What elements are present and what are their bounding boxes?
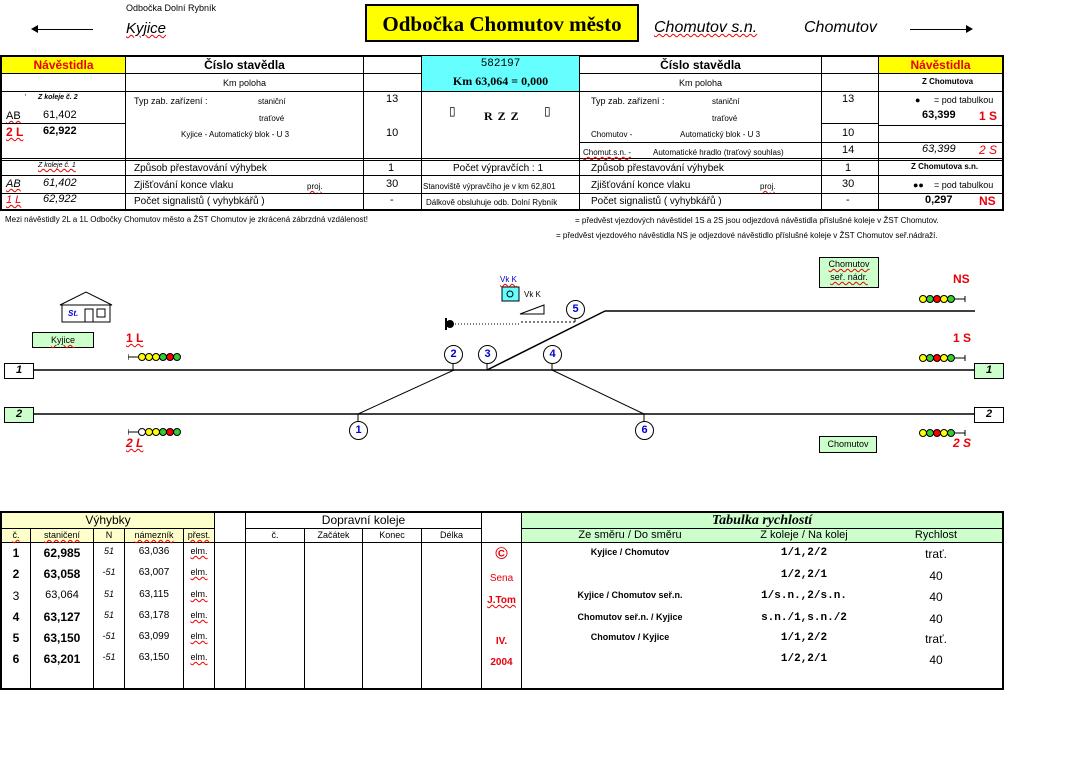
signal-2l-label: 2 L bbox=[126, 436, 144, 450]
pocet-right: Počet signalistů ( vyhybkářů ) bbox=[591, 196, 722, 207]
rychlosti-title: Tabulka rychlostí bbox=[522, 513, 1002, 528]
vyhybka-n: -51 bbox=[102, 631, 116, 641]
km-ns: 0,297 bbox=[925, 194, 953, 206]
copyright-icon: © bbox=[495, 544, 508, 563]
vyhybka-staniceni: 63,150 bbox=[43, 631, 81, 645]
sig-1s-label: 1 S bbox=[979, 109, 998, 123]
track-2-label-right: 2 bbox=[974, 407, 1004, 423]
rychlost-smer: Kyjice / Chomutov bbox=[590, 547, 670, 557]
rychlost-smer: Chomutov / Kyjice bbox=[590, 632, 670, 642]
z-koleje-1: Z koleje č. 1 bbox=[38, 162, 76, 169]
vyhybka-staniceni: 63,201 bbox=[43, 652, 81, 666]
rzz: R Z Z bbox=[484, 109, 520, 123]
cislo-stavedla-left: Číslo stavědla bbox=[204, 58, 285, 72]
sig-1l-km: 62,922 bbox=[43, 193, 77, 205]
vyhybka-prestavovani: elm. bbox=[190, 546, 208, 556]
navestidla-right-header: Návěstidla bbox=[879, 57, 1002, 73]
typ-zab-right: Typ zab. zařízení : bbox=[591, 96, 665, 106]
note-left: Mezi návěstidly 2L a 1L Odbočky Chomutov město a ŽST Chomutov je zkrácená zábrzdná vzdálenost! bbox=[5, 215, 368, 224]
pocet-vypravcich: Počet výpravčích : 1 bbox=[453, 163, 544, 174]
header-right-station1: Chomutov s.n. bbox=[654, 19, 758, 36]
typ-zab-left: Typ zab. zařízení : bbox=[134, 96, 208, 106]
rychlost-hodnota: 40 bbox=[929, 569, 943, 583]
zpusob-right: Způsob přestavování výhybek bbox=[591, 163, 724, 174]
zpusob-right-val: 1 bbox=[845, 162, 852, 174]
proj-right: proj. bbox=[760, 182, 776, 191]
pocet-left: Počet signalistů ( vyhybkářů ) bbox=[134, 196, 265, 207]
switch-5-marker: 5 bbox=[566, 300, 585, 319]
pod-tabulkou-2: = pod tabulkou bbox=[934, 180, 994, 190]
km-value: Km 63,064 = 0,000 bbox=[452, 74, 549, 88]
note-right-2: = předvěst vjezdového návěstidla NS je odjezdové návěstidlo příslušné koleje v ŽST Chomutov seř.nádraží. bbox=[556, 231, 938, 240]
rychlost-hodnota: 40 bbox=[929, 612, 943, 626]
vyhybka-nameznik: 63,007 bbox=[138, 567, 170, 578]
zjistovani-left-val: 30 bbox=[386, 178, 399, 190]
dopravni-header-c: č. bbox=[271, 530, 279, 540]
vyhybky-header-km: staničení bbox=[43, 530, 81, 540]
kyjice-ab-val: 10 bbox=[386, 127, 399, 139]
signal-box-icon bbox=[502, 287, 519, 301]
dot-single-icon: ● bbox=[915, 95, 921, 105]
track-2-label-left: 2 bbox=[4, 407, 34, 423]
stanicni-left: staniční bbox=[258, 97, 286, 106]
signal-2l-icon bbox=[128, 424, 184, 442]
chomutov-ab: Automatický blok - U 3 bbox=[680, 130, 761, 139]
vyhybka-cislo: 1 bbox=[12, 546, 20, 560]
signal-ns-icon bbox=[918, 291, 974, 309]
navestidla-left-header: Návěstidla bbox=[2, 57, 125, 73]
rzz-bracket-left: ▯ bbox=[449, 104, 456, 118]
crossover-left bbox=[358, 370, 454, 414]
rychlosti-header-smer: Ze směru / Do směru bbox=[578, 529, 682, 541]
dalkove: Dálkově obsluhuje odb. Dolní Rybník bbox=[426, 198, 558, 207]
vyhybka-n: 51 bbox=[103, 589, 114, 599]
signal-1l-label: 1 L bbox=[126, 331, 144, 345]
tratove-left: traťové bbox=[259, 114, 285, 123]
switch-6-marker: 6 bbox=[635, 421, 654, 440]
chomut-sn-label: Chomut.s.n. - bbox=[583, 148, 632, 157]
dopravni-header-zacatek: Začátek bbox=[317, 530, 350, 540]
rychlost-hodnota: trať. bbox=[925, 632, 947, 646]
vyhybka-prestavovani: elm. bbox=[190, 652, 208, 662]
vyhybka-prestavovani: elm. bbox=[190, 589, 208, 599]
km-poloha-right: Km poloha bbox=[678, 78, 723, 88]
sig-ab1-km: 61,402 bbox=[43, 109, 77, 121]
z-chomutova: Z Chomutova bbox=[922, 77, 974, 86]
signal-2s-icon bbox=[918, 425, 974, 443]
chomut-sn-hradlo: Automatické hradlo (traťový souhlas) bbox=[653, 148, 784, 157]
vyhybka-cislo: 2 bbox=[12, 567, 20, 581]
km-poloha-left: Km poloha bbox=[222, 78, 267, 88]
track-1-label-right: 1 bbox=[974, 363, 1004, 379]
stanicni-right-val: 13 bbox=[842, 93, 855, 105]
switch-1-marker: 1 bbox=[349, 421, 368, 440]
rychlosti-header-kolej: Z koleje / Na kolej bbox=[760, 529, 848, 541]
crossover-right bbox=[552, 370, 644, 414]
vyhybka-cislo: 4 bbox=[12, 610, 20, 624]
vyhybky-header-namez: námezník bbox=[134, 530, 174, 540]
vk-derailer-icon bbox=[520, 305, 544, 314]
header-left-sub: Odbočka Dolní Rybník bbox=[126, 3, 217, 13]
signal-ns-label: NS bbox=[953, 272, 970, 286]
dopravni-header-delka: Délka bbox=[439, 530, 463, 540]
page-title: Odbočka Chomutov město bbox=[365, 4, 639, 42]
rychlost-kolej: 1/1,2/2 bbox=[780, 547, 828, 559]
header-left-station: Kyjice bbox=[126, 20, 167, 37]
switch-2-marker: 2 bbox=[444, 345, 463, 364]
chomut-sn-val: 14 bbox=[842, 144, 855, 156]
rychlost-smer: Chomutov seř.n. / Kyjice bbox=[577, 612, 683, 622]
track-1-label-left: 1 bbox=[4, 363, 34, 379]
rychlost-kolej: 1/2,2/1 bbox=[780, 653, 828, 665]
z-koleje-2: Z koleje č. 2 bbox=[38, 94, 78, 101]
switch-3-marker: 3 bbox=[478, 345, 497, 364]
sig-2s-label: 2 S bbox=[979, 143, 998, 157]
copyright-month: IV. bbox=[495, 636, 508, 647]
z-chomutova-sn: Z Chomutova s.n. bbox=[911, 162, 979, 171]
vyhybka-cislo: 3 bbox=[12, 589, 20, 603]
vk-label-1: Vk K bbox=[500, 275, 517, 284]
zjistovani-left: Zjišťování konce vlaku bbox=[134, 180, 234, 191]
vyhybka-nameznik: 63,178 bbox=[138, 610, 170, 621]
stanoviste: Stanoviště výpravčího je v km 62,801 bbox=[423, 182, 556, 191]
station-building-icon bbox=[60, 292, 112, 305]
copyright-year: 2004 bbox=[490, 657, 513, 668]
chomutov-label: Chomutov bbox=[819, 436, 877, 453]
sig-2l: 2 L bbox=[6, 125, 24, 139]
vyhybka-staniceni: 62,985 bbox=[43, 546, 81, 560]
sig-ab2-km: 61,402 bbox=[43, 177, 77, 189]
vyhybky-header-n: N bbox=[105, 530, 113, 540]
tratove-right: traťové bbox=[712, 114, 738, 123]
sig-1l: 1 L bbox=[6, 194, 22, 206]
header-right-station2: Chomutov bbox=[804, 19, 877, 36]
copyright-name: Sena bbox=[489, 573, 514, 584]
rychlost-hodnota: trať. bbox=[925, 547, 947, 561]
chomutov-ab-label: Chomutov - bbox=[591, 130, 633, 139]
sig-2l-km: 62,922 bbox=[43, 125, 77, 137]
rychlost-hodnota: 40 bbox=[929, 590, 943, 604]
vyhybka-cislo: 6 bbox=[12, 652, 20, 666]
vyhybka-staniceni: 63,058 bbox=[43, 567, 81, 581]
switch-4-marker: 4 bbox=[543, 345, 562, 364]
rychlost-kolej: 1/2,2/1 bbox=[780, 569, 828, 581]
rzz-bracket-right: ▯ bbox=[544, 104, 551, 118]
vyhybka-n: 51 bbox=[103, 546, 114, 556]
vyhybka-n: 51 bbox=[103, 610, 114, 620]
rychlost-kolej: 1/s.n.,2/s.n. bbox=[761, 590, 847, 602]
stavedlo-code: 582197 bbox=[480, 58, 521, 70]
kyjice-ab: Kyjice - Automatický blok - U 3 bbox=[181, 130, 290, 139]
vyhybka-cislo: 5 bbox=[12, 631, 20, 645]
zjistovani-right-val: 30 bbox=[842, 178, 855, 190]
sig-ns-label: NS bbox=[979, 194, 996, 208]
vyhybka-staniceni: 63,127 bbox=[43, 610, 81, 624]
station-st-label: St. bbox=[68, 309, 79, 318]
zpusob-left-val: 1 bbox=[388, 162, 395, 174]
vyhybka-nameznik: 63,099 bbox=[138, 631, 170, 642]
rychlost-hodnota: 40 bbox=[929, 653, 943, 667]
proj-left: proj. bbox=[307, 182, 323, 191]
signal-1l-icon bbox=[128, 349, 184, 367]
vyhybka-n: -51 bbox=[102, 567, 116, 577]
rychlosti-header-rychlost: Rychlost bbox=[914, 529, 958, 541]
rychlost-kolej: 1/1,2/2 bbox=[780, 632, 828, 644]
km-2s: 63,399 bbox=[922, 143, 956, 155]
km-1s: 63,399 bbox=[922, 109, 956, 121]
pocet-left-val: - bbox=[390, 194, 394, 206]
vyhybka-prestavovani: elm. bbox=[190, 610, 208, 620]
signal-1s-label: 1 S bbox=[953, 331, 972, 345]
pocet-right-val: - bbox=[846, 194, 850, 206]
rychlost-smer: Kyjice / Chomutov seř.n. bbox=[577, 590, 683, 600]
vyhybky-title: Výhybky bbox=[2, 513, 214, 528]
dopravni-title: Dopravní koleje bbox=[321, 513, 406, 527]
stanicni-right: staniční bbox=[712, 97, 740, 106]
vyhybka-nameznik: 63,115 bbox=[139, 589, 169, 600]
kyjice-label: Kyjice bbox=[32, 332, 94, 348]
chomutov-sn-label: Chomutov seř. nádr. bbox=[819, 257, 879, 288]
zjistovani-right: Zjišťování konce vlaku bbox=[591, 180, 691, 191]
vyhybka-nameznik: 63,036 bbox=[138, 546, 170, 557]
signal-1s-icon bbox=[918, 350, 974, 368]
zpusob-left: Způsob přestavování výhybek bbox=[134, 163, 267, 174]
vk-label-2: Vk K bbox=[524, 290, 541, 299]
note-right-1: = předvěst vjezdových návěstidel 1S a 2S jsou odjezdová návěstidla příslušné koleje v ŽST Chomutov. bbox=[575, 216, 939, 225]
rychlost-kolej: s.n./1,s.n./2 bbox=[761, 612, 847, 624]
stanicni-left-val: 13 bbox=[386, 93, 399, 105]
stop-block-icon bbox=[446, 320, 454, 328]
vyhybky-header-c: č. bbox=[12, 530, 20, 540]
vyhybky-header-prest: přest. bbox=[187, 530, 211, 540]
signal-2s-label: 2 S bbox=[953, 436, 972, 450]
cislo-stavedla-right: Číslo stavědla bbox=[660, 58, 741, 72]
dopravni-header-konec: Konec bbox=[379, 530, 405, 540]
vyhybka-nameznik: 63,150 bbox=[138, 652, 170, 663]
vyhybka-prestavovani: elm. bbox=[190, 567, 208, 577]
sig-ab1: AB bbox=[6, 110, 21, 122]
vyhybka-n: -51 bbox=[102, 652, 116, 662]
sig-ab2: AB bbox=[6, 178, 21, 190]
vyhybka-staniceni: 63,064 bbox=[45, 589, 79, 601]
vyhybka-prestavovani: elm. bbox=[190, 631, 208, 641]
chomutov-ab-val: 10 bbox=[842, 127, 855, 139]
copyright-author: J.Tom bbox=[487, 595, 516, 606]
pod-tabulkou-1: = pod tabulkou bbox=[934, 95, 994, 105]
dot-double-icon: ●● bbox=[913, 180, 924, 190]
